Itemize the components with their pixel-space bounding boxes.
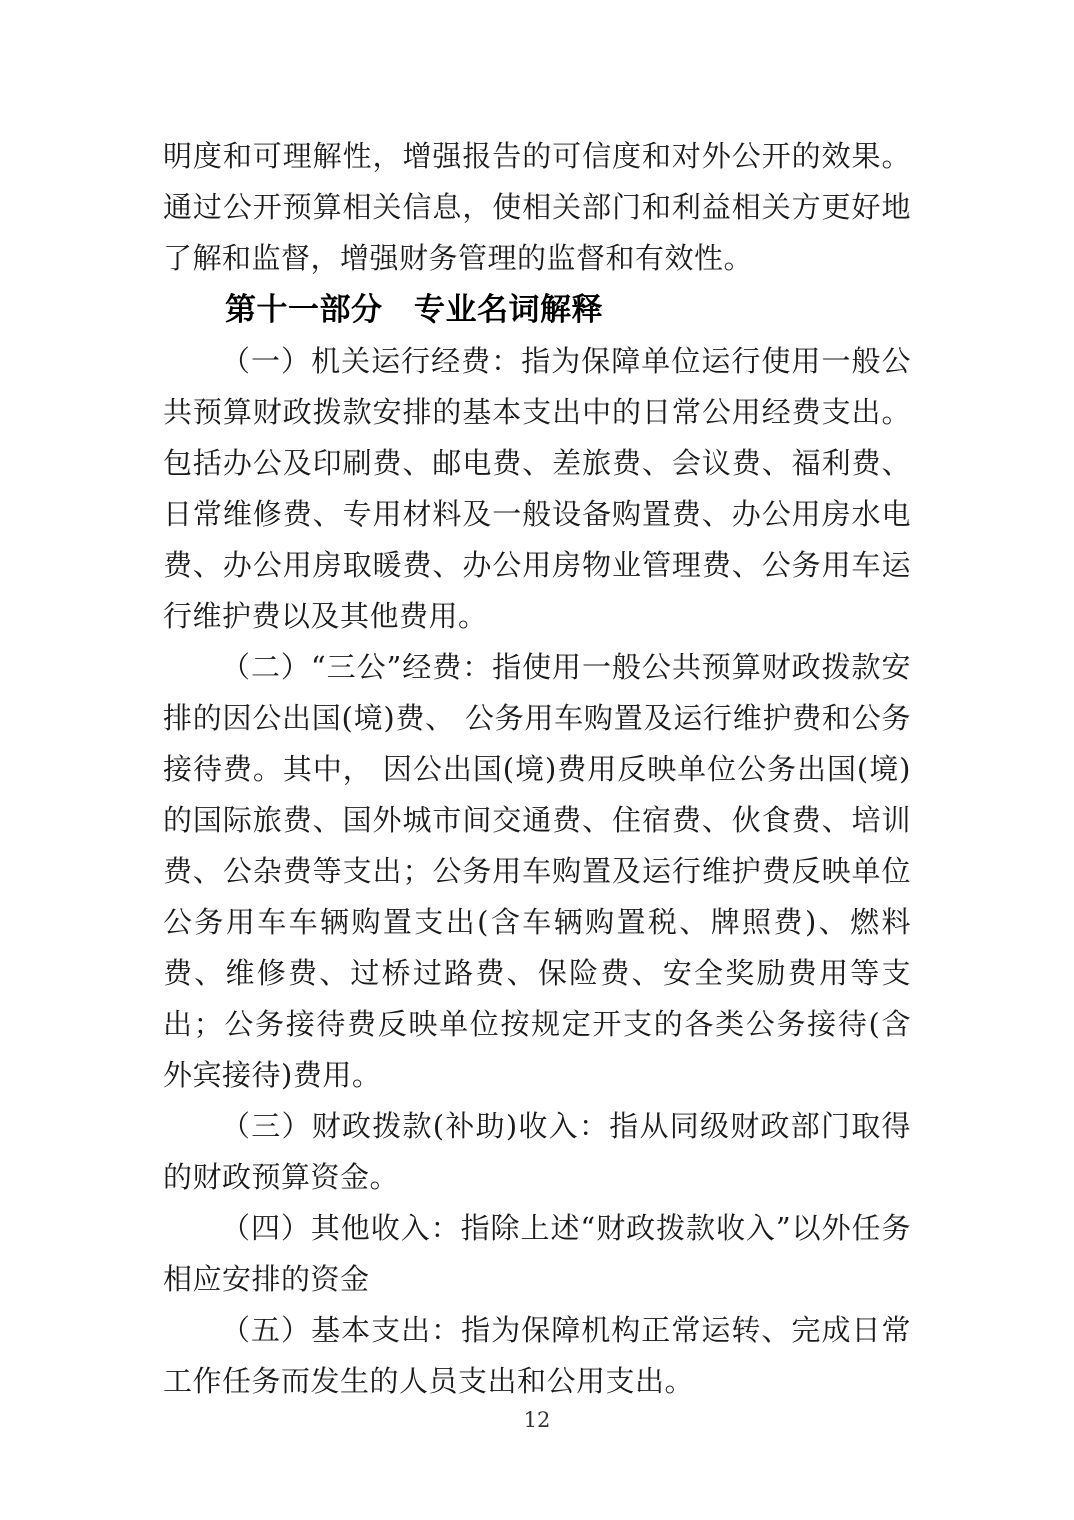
section-heading: 第十一部分 专业名词解释: [225, 292, 603, 328]
term-paragraph-2: （二）“三公”经费：指使用一般公共预算财政拨款安排的因公出国(境)费、 公务用车购置及运行维护费和公务接待费。其中， 因公出国(境)费用反映单位公务出国(境)的国际旅费、国外城市间交通费、住宿费、伙食费、培训费、公杂费等支出；公务用车购置及运行维护费反映单位公务用车车辆购置支出(含车辆购置税、牌照费)、燃料费、维修费、过桥过路费、保险费、安全奖励费用等支出；公务接待费反映单位按规定开支的各类公务接待(含外宾接待)费用。: [163, 650, 911, 1092]
document-text-block: [163, 131, 911, 1407]
intro-paragraph: 明度和可理解性，增强报告的可信度和对外公开的效果。通过公开预算相关信息，使相关部门和利益相关方更好地了解和监督，增强财务管理的监督和有效性。: [163, 139, 911, 275]
term-paragraph-1: （一）机关运行经费：指为保障单位运行使用一般公共预算财政拨款安排的基本支出中的日常公用经费支出。包括办公及印刷费、邮电费、差旅费、会议费、福利费、日常维修费、专用材料及一般设备购置费、办公用房水电费、办公用房取暖费、办公用房物业管理费、公务用车运行维护费以及其他费用。: [163, 344, 911, 633]
term-paragraph-4: （四）其他收入：指除上述“财政拨款收入”以外任务相应安排的资金: [163, 1211, 911, 1296]
term-paragraph-3: （三）财政拨款(补助)收入：指从同级财政部门取得的财政预算资金。: [163, 1109, 911, 1194]
term-paragraph-5: （五）基本支出：指为保障机构正常运转、完成日常工作任务而发生的人员支出和公用支出。: [163, 1313, 911, 1398]
page-number: 12: [523, 1408, 551, 1432]
